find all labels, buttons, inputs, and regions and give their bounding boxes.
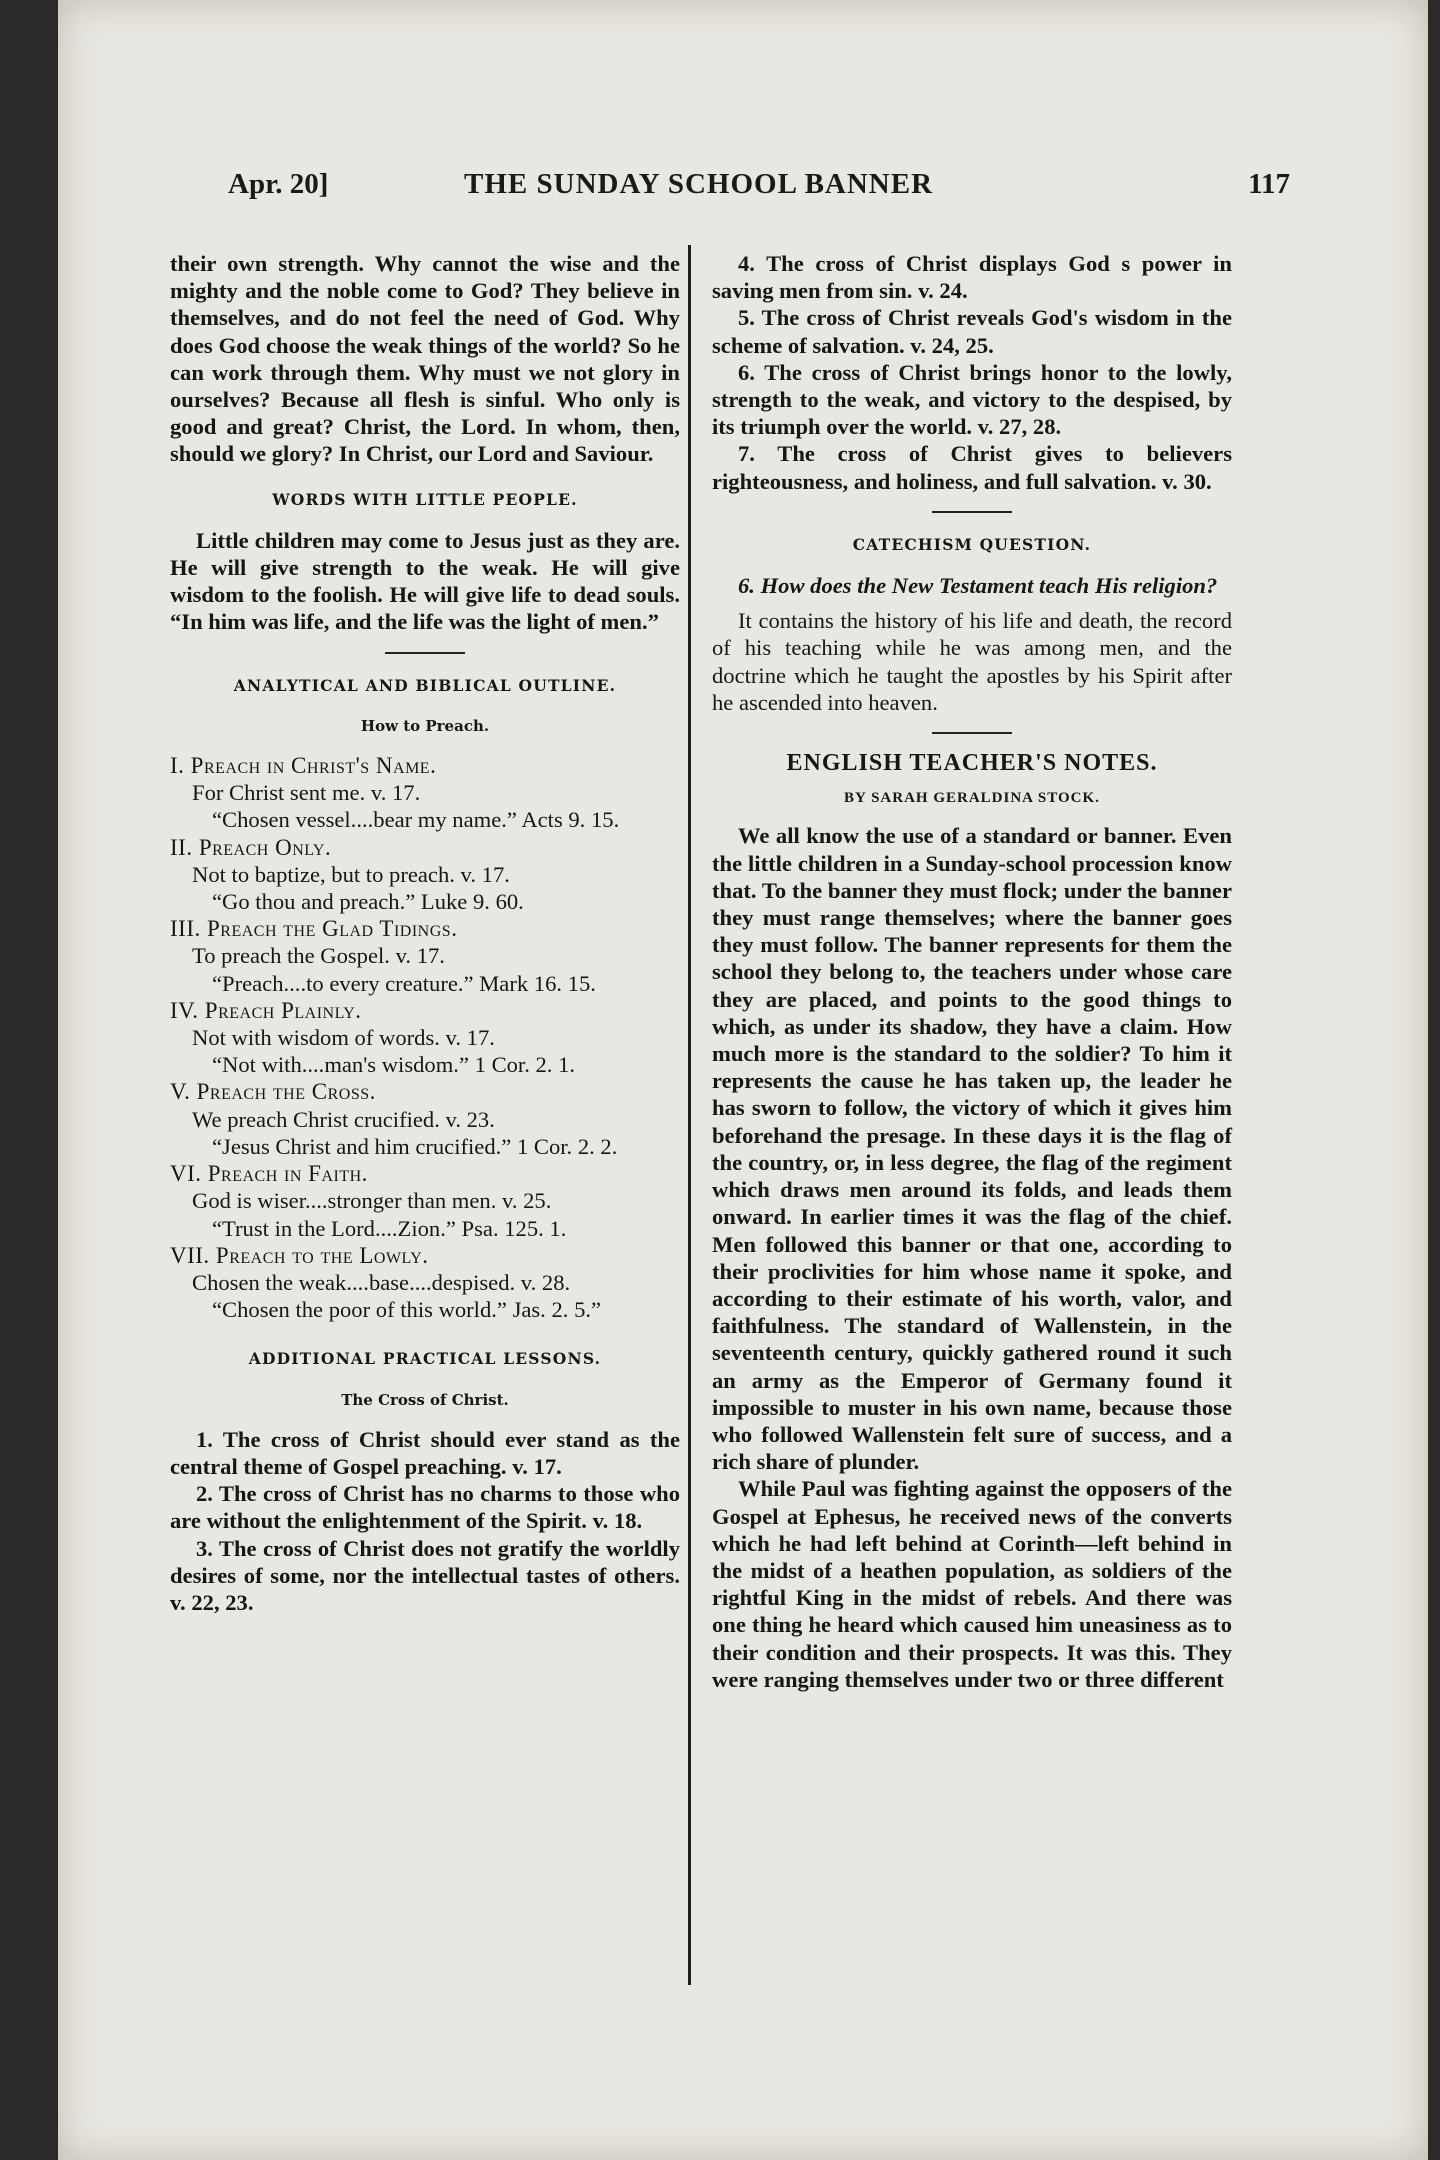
notes-byline: BY SARAH GERALDINA STOCK.	[844, 790, 1100, 807]
outline-item-quote: “Jesus Christ and him crucified.” 1 Cor. 2. 2.	[212, 1133, 618, 1159]
right-column	[712, 250, 1232, 1693]
page-number: 117	[1248, 168, 1290, 200]
left-column	[170, 250, 680, 1616]
outline-item-line: Chosen the weak....base....despised. v. 28.	[192, 1269, 571, 1295]
header-title: THE SUNDAY SCHOOL BANNER	[464, 168, 934, 200]
lesson-item: 5. The cross of Christ reveals God's wisdom in the scheme of salvation. v. 24, 25.	[712, 305, 1232, 358]
outline-item-head: I. Preach in Christ's Name.	[170, 753, 437, 779]
running-header	[228, 168, 1290, 218]
column-divider	[688, 245, 691, 1985]
outline-item-head: III. Preach the Glad Tidings.	[170, 916, 458, 942]
outline-item-head: IV. Preach Plainly.	[170, 997, 362, 1023]
lessons-heading: ADDITIONAL PRACTICAL LESSONS.	[248, 1349, 602, 1369]
lesson-item: 7. The cross of Christ gives to believers righteousness, and holiness, and full salvation. v. 30.	[712, 441, 1232, 494]
words-paragraph: Little children may come to Jesus just as they are. He will give strength to the weak. He will give wisdom to the foolish. He will give life to dead souls. “In him was life, and the life was the light of men.”	[170, 527, 680, 635]
notes-heading: ENGLISH TEACHER'S NOTES.	[786, 750, 1158, 777]
outline-item	[170, 1078, 680, 1160]
intro-paragraph: their own strength. Why cannot the wise and the mighty and the noble come to God? They believe in themselves, and do not feel the need of God. Why does God choose the weak things of the world? So he can work through them. Why must we not glory in ourselves? Because all flesh is sinful. Who only is good and great? Christ, the Lord. In whom, then, should we glory? In Christ, our Lord and Saviour.	[170, 251, 680, 467]
notes-paragraph: While Paul was fighting against the opposers of the Gospel at Ephesus, he received news of the converts which he had left behind at Corinth—left behind in the midst of a heathen population, as soldiers of the rightful King in the midst of rebels. And there was one thing he heard which caused him uneasiness as to their condition and their prospects. It was this. They were ranging themselves under two or three different	[712, 1476, 1232, 1692]
catechism-question: 6. How does the New Testament teach His religion?	[738, 573, 1218, 599]
outline-item-quote: “Preach....to every creature.” Mark 16. 15.	[212, 970, 596, 996]
outline-item	[170, 1242, 680, 1324]
notes-paragraph: We all know the use of a standard or banner. Even the little children in a Sunday-school procession know that. To the banner they must flock; under the banner they must range themselves; where the banner goes they must follow. The banner represents for them the school they belong to, the teachers under whose care they are placed, and points to the good things to which, as under its shadow, they have a claim. How much more is the standard to the soldier? To him it represents the cause he has taken up, the leader he has sworn to follow, the victory of which it gives him beforehand the presage. In these days it is the flag of the country, or, in less degree, the flag of the regiment which draws men around its folds, and leads them onward. In earlier times it was the flag of the chief. Men followed this banner or that one, according to their proclivities for him whose name it spoke, and according to their estimate of his worth, valor, and faithfulness. The standard of Wallenstein, in the seventeenth century, quickly gathered round it such an army as the Emperor of Germany found it impossible to muster in his own name, because those who followed Wallenstein felt sure of success, and a rich share of plunder.	[712, 823, 1232, 1475]
catechism-answer: It contains the history of his life and death, the record of his teaching while he was among men, and the doctrine which he taught the apostles by his Spirit after he ascended into heaven.	[712, 608, 1232, 715]
section-rule	[932, 511, 1012, 513]
lesson-item: 2. The cross of Christ has no charms to those who are without the enlightenment of the Spirit. v. 18.	[170, 1481, 680, 1534]
outline-item-line: For Christ sent me. v. 17.	[192, 780, 421, 806]
words-heading: WORDS WITH LITTLE PEOPLE.	[272, 489, 578, 509]
lessons-subheading: The Cross of Christ.	[341, 1390, 509, 1409]
outline-item	[170, 1160, 680, 1242]
outline-item-head: V. Preach the Cross.	[170, 1079, 376, 1105]
outline-item	[170, 997, 680, 1079]
outline-item-head: II. Preach Only.	[170, 834, 332, 860]
lesson-item: 1. The cross of Christ should ever stand as the central theme of Gospel preaching. v. 17.	[170, 1426, 680, 1479]
outline-item-quote: “Chosen the poor of this world.” Jas. 2. 5.”	[212, 1297, 602, 1323]
lesson-item: 3. The cross of Christ does not gratify the worldly desires of some, nor the intellectual tastes of others. v. 22, 23.	[170, 1535, 680, 1615]
outline-heading: ANALYTICAL AND BIBLICAL OUTLINE.	[233, 675, 617, 695]
outline-item	[170, 915, 680, 997]
outline-item-line: Not with wisdom of words. v. 17.	[192, 1025, 495, 1051]
outline-item-line: God is wiser....stronger than men. v. 25.	[192, 1188, 552, 1214]
outline-subheading: How to Preach.	[360, 716, 490, 735]
outline-item-quote: “Go thou and preach.” Luke 9. 60.	[212, 889, 524, 915]
outline-item-head: VII. Preach to the Lowly.	[170, 1242, 429, 1268]
outline-item-quote: “Trust in the Lord....Zion.” Psa. 125. 1.	[212, 1215, 567, 1241]
section-rule	[385, 652, 465, 654]
outline-item-line: Not to baptize, but to preach. v. 17.	[192, 861, 510, 887]
section-rule	[932, 732, 1012, 734]
outline-item	[170, 752, 680, 834]
outline-item-quote: “Chosen vessel....bear my name.” Acts 9. 15.	[212, 807, 620, 833]
outline-item-line: To preach the Gospel. v. 17.	[192, 943, 445, 969]
outline-item-quote: “Not with....man's wisdom.” 1 Cor. 2. 1.	[212, 1052, 576, 1078]
lesson-item: 4. The cross of Christ displays God s power in saving men from sin. v. 24.	[712, 251, 1232, 304]
outline-item-head: VI. Preach in Faith.	[170, 1161, 368, 1187]
header-date: Apr. 20]	[228, 168, 329, 200]
outline-item	[170, 834, 680, 916]
lesson-item: 6. The cross of Christ brings honor to the lowly, strength to the weak, and victory to the despised, by its triumph over the world. v. 27, 28.	[712, 359, 1232, 440]
catechism-heading: CATECHISM QUESTION.	[852, 534, 1092, 554]
outline-item-line: We preach Christ crucified. v. 23.	[192, 1106, 495, 1132]
outline-list	[170, 752, 680, 1323]
